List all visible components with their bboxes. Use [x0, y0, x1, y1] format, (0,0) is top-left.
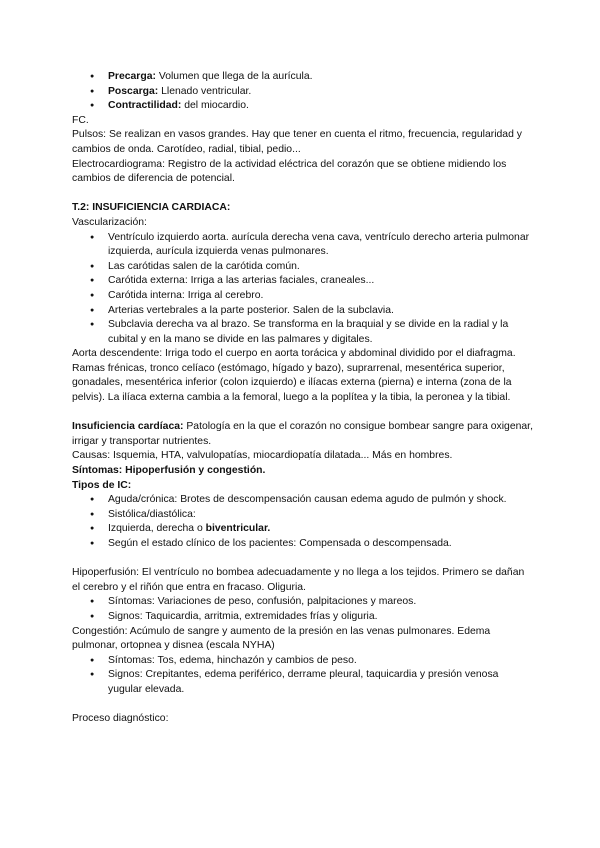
list-item: ● Síntomas: Tos, edema, hinchazón y cambios de peso. — [72, 654, 534, 669]
item-bold-text: biventricular. — [205, 523, 271, 535]
congestion-paragraph: Congestión: Acúmulo de sangre y aumento de la presión en las venas pulmonares. Edema pulmonar, ortopnea y disnea (escala NYHA) — [72, 625, 491, 652]
list-item — [72, 508, 534, 523]
list-item — [72, 99, 534, 114]
document-content — [72, 70, 534, 727]
tipos-heading: Tipos de IC: — [72, 479, 132, 491]
list-item: ● Carótida interna: Irriga al cerebro. — [72, 289, 534, 304]
ic-definition-label: Insuficiencia cardíaca: — [72, 421, 184, 433]
vascularizacion-heading: Vascularización: — [72, 216, 147, 228]
term-label: Poscarga: — [108, 85, 159, 97]
list-item: ● Subclavia derecha va al brazo. Se transforma en la braquial y se divide en la radial y la cubital y en la mano se divide en las palmares y digitales. — [72, 318, 534, 347]
cardiac-terms-list — [72, 70, 534, 114]
list-item: ● Síntomas: Variaciones de peso, confusión, palpitaciones y mareos. — [72, 595, 534, 610]
fc-line: FC. — [72, 114, 89, 126]
term-definition: Llenado ventricular. — [158, 85, 252, 97]
list-item: ● Arterias vertebrales a la parte posterior. Salen de la subclavia. — [72, 304, 534, 319]
list-item: ● Carótida externa: Irriga a las arterias faciales, craneales... — [72, 274, 534, 289]
congestion-list — [72, 654, 534, 698]
item-text: Sistólica/diastólica: — [108, 508, 196, 520]
tipos-list — [72, 493, 534, 551]
list-item: ● Signos: Crepitantes, edema periférico, derrame pleural, taquicardia y presión venosa yugular elevada. — [72, 668, 534, 697]
aorta-paragraph: Aorta descendente: Irriga todo el cuerpo en aorta torácica y abdominal dividido por el diafragma. — [72, 348, 516, 360]
causas-paragraph: Causas: Isquemia, HTA, valvulopatías, miocardiopatía dilatada... Más en hombres. — [72, 450, 453, 462]
term-definition: Volumen que llega de la aurícula. — [155, 71, 313, 82]
list-item — [72, 522, 534, 537]
spacer — [72, 552, 534, 567]
section-title: T.2: INSUFICIENCIA CARDIACA: — [72, 202, 231, 214]
spacer — [72, 406, 534, 421]
sintomas-heading: Síntomas: Hipoperfusión y congestión. — [72, 465, 266, 477]
item-text: Aguda/crónica: Brotes de descompensación causan edema agudo de pulmón y shock. — [108, 494, 507, 506]
term-definition: del miocardio. — [181, 100, 249, 112]
list-item: ● Signos: Taquicardia, arritmia, extremidades frías y oliguria. — [72, 610, 534, 625]
spacer — [72, 698, 534, 713]
hipoperfusion-list — [72, 595, 534, 624]
list-item — [72, 493, 534, 508]
ecg-paragraph: Electrocardiograma: Registro de la actividad eléctrica del corazón que se obtiene midiendo los cambios de diferencia de potencial. — [72, 158, 507, 185]
spacer — [72, 187, 534, 202]
ic-definition — [72, 420, 534, 449]
list-item — [72, 70, 534, 85]
ramas-paragraph: Ramas frénicas, tronco celíaco (estómago, hígado y bazo), suprarrenal, mesentérica superior, gonadales, mesentérica inferior (colon izquierdo) e ilíacas externa (pierna) e interna (zona de la pelvis). La ilíaca externa cambia a la femoral, luego a la poplítea y la tibia, la peronea y la tibial. — [72, 362, 512, 404]
list-item — [72, 537, 534, 552]
term-label: Precarga: — [108, 71, 156, 82]
list-item: ● Ventrículo izquierdo aorta. aurícula derecha vena cava, ventrículo derecho arteria pulmonar izquierda, aurícula izquierda venas pulmonares. — [72, 231, 534, 260]
item-text: Según el estado clínico de los pacientes: Compensada o descompensada. — [108, 538, 452, 549]
hipoperfusion-paragraph: Hipoperfusión: El ventrículo no bombea adecuadamente y no llega a los tejidos. Primero se dañan el cerebro y el riñón que entra en fracaso. Oliguria. — [72, 567, 525, 593]
list-item — [72, 85, 534, 100]
term-label: Contractilidad: — [108, 100, 182, 112]
vascularizacion-list — [72, 231, 534, 348]
list-item: ● Las carótidas salen de la carótida común. — [72, 260, 534, 275]
ic-definition-text: Patología en la que el corazón no consigue bombear sangre para oxigenar, irrigar y transportar nutrientes. — [72, 421, 533, 447]
proceso-heading: Proceso diagnóstico: — [72, 713, 169, 725]
pulsos-paragraph: Pulsos: Se realizan en vasos grandes. Hay que tener en cuenta el ritmo, frecuencia, regularidad y cambios de onda. Carotídeo, radial, tibial, pedio... — [72, 129, 522, 155]
item-text: Izquierda, derecha o — [108, 523, 206, 535]
